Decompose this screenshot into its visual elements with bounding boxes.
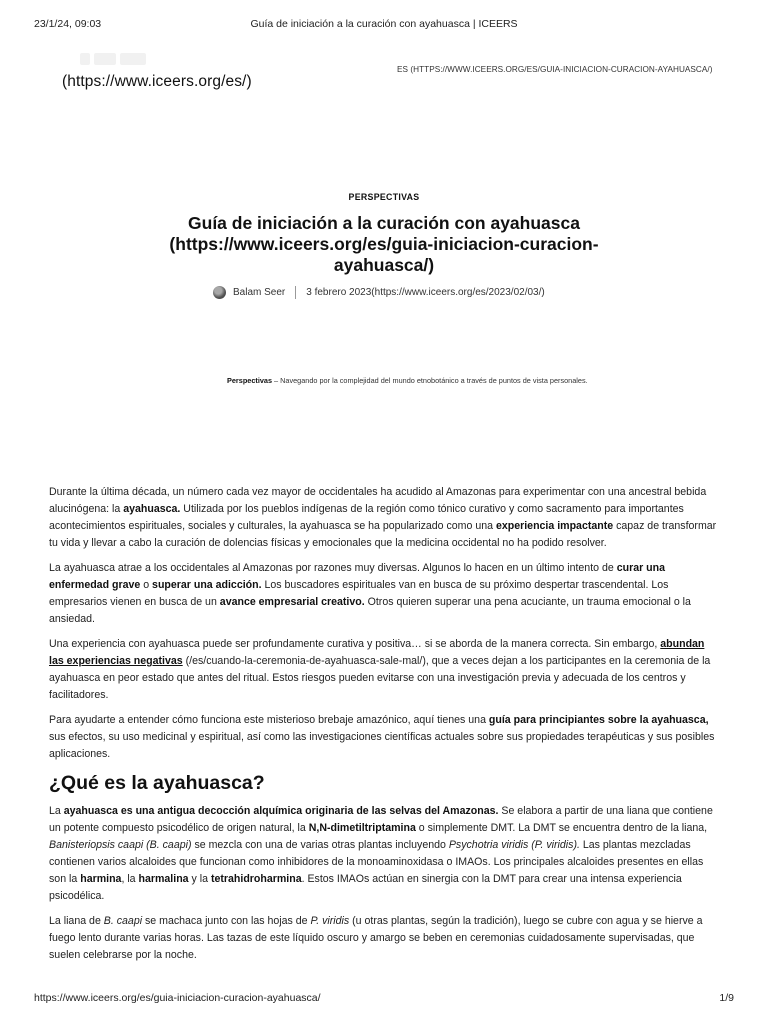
bold-text: tetrahidroharmina (210, 873, 302, 885)
bold-text: superar una adicción. (152, 579, 262, 591)
bold-text: experiencia impactante (495, 520, 614, 532)
bold-text: curar una enfermedad grave (49, 562, 665, 591)
negative-experiences-link[interactable]: abundan las experiencias negativas (49, 638, 705, 667)
paragraph-2 (49, 560, 717, 628)
print-url: https://www.iceers.org/es/guia-iniciacion-curacion-ayahuasca/ (34, 992, 321, 1004)
paragraph-6 (49, 913, 717, 964)
text: Utilizada por los pueblos indígenas de la región como tónico curativo y como sacramento para importantes acontecimientos espirituales, sociales y culturales, la ayahuasca se ha popularizado como una (49, 503, 684, 532)
bold-text: ayahuasca. (123, 503, 181, 515)
text: La liana de (49, 915, 104, 927)
bold-text: harmalina (138, 873, 189, 885)
site-logo-link[interactable]: (https://www.iceers.org/es/) (62, 73, 252, 90)
text: se mezcla con una de varias otras plantas incluyendo (191, 839, 449, 851)
text: Se elabora a partir de una liana que contiene un potente compuesto psicodélico de origen natural, la (49, 805, 713, 834)
text: o (140, 579, 153, 591)
paragraph-5 (49, 803, 717, 905)
paragraph-3 (49, 636, 717, 704)
author-avatar (213, 286, 226, 299)
text: se machaca junto con las hojas de (142, 915, 311, 927)
text: Las plantas mezcladas contienen varios alcaloides que funcionan como inhibidores de la monoaminoxidasa o IMAOs. Los principales alcaloides presentes en ellas son la (49, 839, 704, 885)
text: capaz de transformar tu vida y llevar a cabo la curación de dolencias físicas y emocionales que la medicina occidental no ha podido resolver. (49, 520, 717, 549)
section-heading: ¿Qué es la ayahuasca? (49, 772, 265, 794)
bold-text: guía para principiantes sobre la ayahuasca, (488, 714, 709, 726)
print-page-title: Guía de iniciación a la curación con ayahuasca | ICEERS (250, 18, 518, 30)
article-body (49, 484, 717, 972)
text: Los buscadores espirituales van en busca de su próximo despertar trascendental. Los empresarios vienen en busca de un (49, 579, 669, 608)
italic-text: Psychotria viridis (P. viridis). (448, 839, 580, 851)
text: Otros quieren superar una pena acuciante, un trauma emocional o la ansiedad. (49, 596, 691, 625)
italic-text: P. viridis (310, 915, 350, 927)
text: . Estos IMAOs actúan en sinergia con la DMT para crear una intensa experiencia psicodélica. (49, 873, 682, 902)
text: o simplemente DMT. La DMT se encuentra dentro de la liana, (415, 822, 708, 834)
link-url-text: (/es/cuando-la-ceremonia-de-ayahuasca-sale-mal/), (182, 655, 429, 667)
italic-text: B. caapi (103, 915, 143, 927)
bold-text: N,N-dimetiltriptamina (308, 822, 416, 834)
paragraph-1 (49, 484, 717, 552)
italic-text: Banisteriopsis caapi (B. caapi) (49, 839, 192, 851)
publish-date-link[interactable]: 3 febrero 2023(https://www.iceers.org/es/2023/02/03/) (306, 287, 545, 298)
text: Una experiencia con ayahuasca puede ser profundamente curativa y positiva… si se aborda de la manera correcta. Sin embargo, (49, 638, 661, 650)
series-label: Perspectivas (227, 376, 273, 385)
text: (u otras plantas, según la tradición), luego se cubre con agua y se hierve a fuego lento durante varias horas. Las tazas de este líquido oscuro y amargo se beben en ceremonias cuidadosamente supervisadas, que suelen celebrarse por la noche. (49, 915, 703, 961)
text: , la (121, 873, 139, 885)
print-footer (34, 992, 734, 1006)
language-switch-link[interactable]: ES (HTTPS://WWW.ICEERS.ORG/ES/GUIA-INICIACION-CURACION-AYAHUASCA/) (397, 65, 713, 74)
bold-text: avance empresarial creativo. (219, 596, 365, 608)
site-logo-image (80, 52, 160, 72)
article-headline: Guía de iniciación a la curación con ayahuasca (https://www.iceers.org/es/guia-iniciacion-curacion-ayahuasca/) (169, 213, 599, 275)
bold-text: ayahuasca es una antigua decocción alquímica originaria de las selvas del Amazonas. (63, 805, 499, 817)
article-byline (213, 286, 545, 299)
author-name[interactable]: Balam Seer (233, 287, 286, 298)
print-page-number: 1/9 (719, 992, 734, 1004)
text: La (49, 805, 64, 817)
series-description: – Navegando por la complejidad del mundo etnobotánico a través de puntos de vista personales. (272, 376, 588, 385)
series-intro (227, 376, 588, 385)
text: La ayahuasca atrae a los occidentales al Amazonas por razones muy diversas. Algunos lo hacen en un último intento de (49, 562, 617, 574)
text: Durante la última década, un número cada vez mayor de occidentales ha acudido al Amazonas para experimentar con una ancestral bebida alucinógena: la (49, 486, 707, 515)
text: que a veces dejan a los participantes en la ceremonia de la ayahuasca en peor estado que antes del ritual. Estos riesgos pueden evitarse con una investigación previa y adecuada de los centros y facilitadores. (49, 655, 711, 701)
bold-text: harmina (80, 873, 122, 885)
print-datetime: 23/1/24, 09:03 (34, 18, 102, 30)
text: Para ayudarte a entender cómo funciona este misterioso brebaje amazónico, aquí tienes una (49, 714, 489, 726)
print-header (34, 18, 734, 32)
article-category[interactable]: PERSPECTIVAS (348, 192, 420, 202)
text: sus efectos, su uso medicinal y espiritual, así como las investigaciones científicas actuales sobre sus propiedades terapéuticas y sus posibles aplicaciones. (49, 731, 715, 760)
byline-divider (295, 286, 296, 299)
paragraph-4 (49, 712, 717, 763)
text: y la (188, 873, 211, 885)
